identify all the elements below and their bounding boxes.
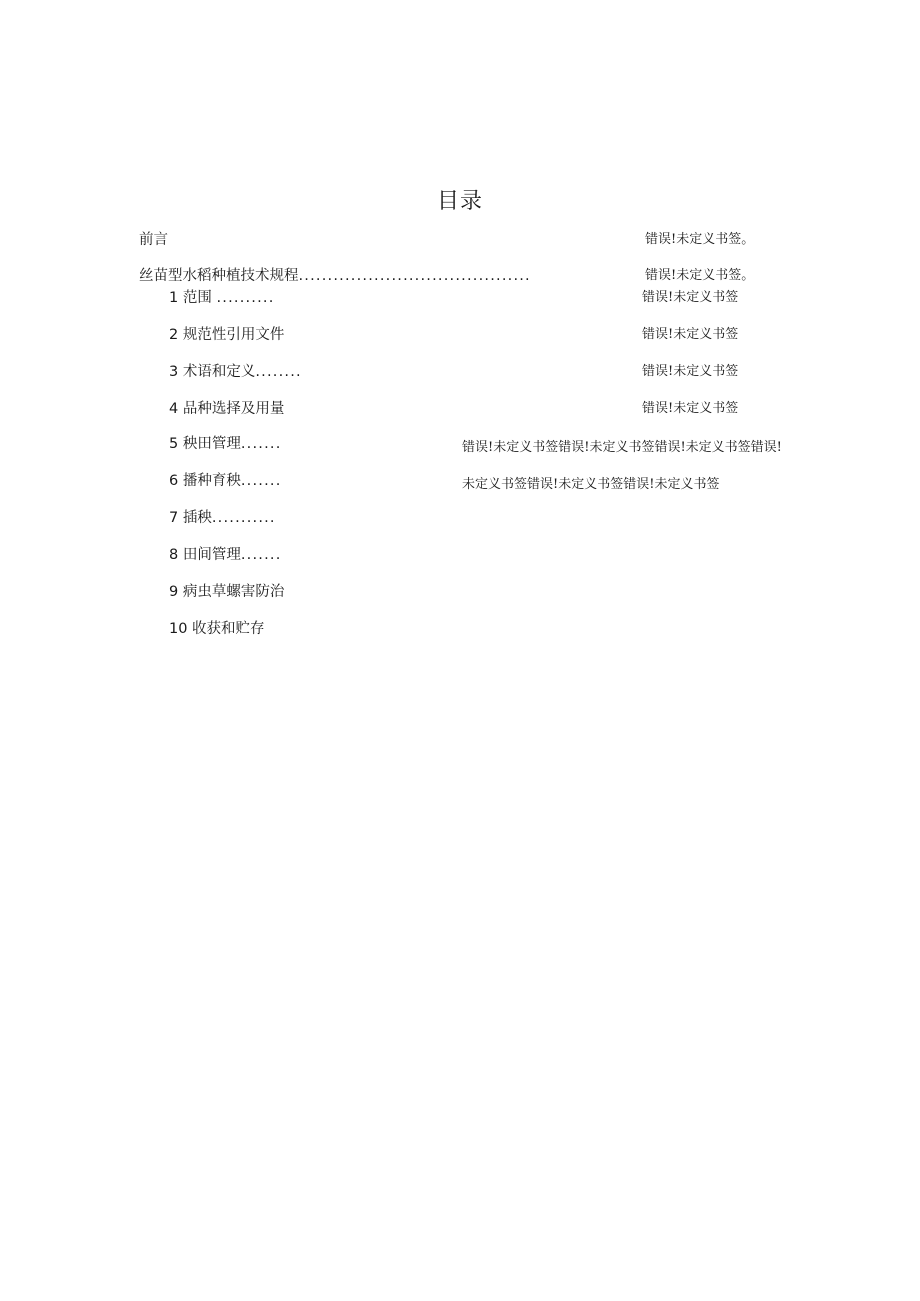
toc-entry-label: 9 病虫草螺害防治 [169, 584, 285, 600]
toc-entry-5[interactable] [169, 434, 282, 454]
toc-entry-label: 4 品种选择及用量 [169, 401, 285, 417]
toc-entry-label: 2 规范性引用文件 [169, 327, 285, 343]
toc-entry-2[interactable] [169, 325, 284, 345]
toc-entry-main[interactable] [139, 266, 531, 286]
toc-leader-dots: .......... [216, 290, 275, 306]
toc-entry-1-page: 错误!未定义书签 [642, 290, 739, 305]
toc-entry-3-page: 错误!未定义书签 [642, 364, 739, 379]
toc-entry-label: 丝苗型水稻种植技术规程 [139, 268, 299, 284]
toc-entry-label: 10 收获和贮存 [169, 621, 265, 637]
toc-leader-dots: ....... [240, 547, 282, 563]
toc-leader-dots: ....... [240, 436, 282, 452]
toc-entry-label: 5 秧田管理 [169, 436, 241, 452]
toc-entry-label: 3 术语和定义 [169, 364, 256, 380]
toc-entry-2-page: 错误!未定义书签 [642, 327, 739, 342]
toc-entry-10[interactable] [169, 619, 265, 639]
toc-entry-label: 7 插秧 [169, 510, 212, 526]
toc-entry-9[interactable] [169, 582, 284, 602]
toc-entry-4-page: 错误!未定义书签 [642, 401, 739, 416]
toc-entry-3[interactable] [169, 362, 302, 382]
toc-leader-dots: ........ [255, 364, 302, 380]
toc-leader-dots: ....... [240, 473, 282, 489]
toc-leader-dots: ........................................ [298, 268, 531, 284]
toc-overflow-error-text: 错误!未定义书签错误!未定义书签错误!未定义书签错误!未定义书签错误!未定义书签错误!未定义书签 [462, 440, 782, 492]
toc-entry-label: 前言 [139, 232, 168, 248]
toc-entry-label: 1 范围 [169, 290, 212, 306]
toc-title: 目录 [436, 189, 483, 214]
toc-entry-1[interactable] [169, 288, 275, 308]
toc-entry-7[interactable] [169, 508, 276, 528]
toc-entry-preface-page: 错误!未定义书签。 [645, 232, 755, 247]
toc-entry-main-page: 错误!未定义书签。 [645, 268, 755, 283]
toc-entry-4[interactable] [169, 399, 284, 419]
toc-entry-label: 6 播种育秧 [169, 473, 241, 489]
toc-entry-preface[interactable] [139, 230, 168, 250]
toc-entry-label: 8 田间管理 [169, 547, 241, 563]
toc-entry-8[interactable] [169, 545, 282, 565]
toc-entry-6[interactable] [169, 471, 282, 491]
toc-leader-dots: ........... [211, 510, 276, 526]
